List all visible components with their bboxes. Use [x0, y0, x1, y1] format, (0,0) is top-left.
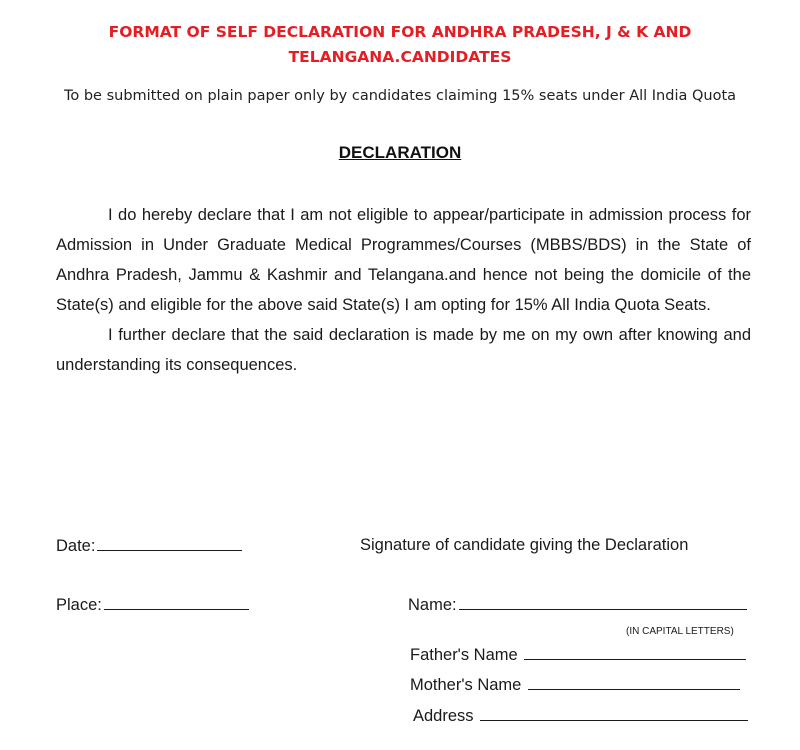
title-line-2: TELANGANA.CANDIDATES: [288, 48, 512, 66]
name-label: Name:: [408, 596, 457, 614]
date-blank[interactable]: [97, 536, 242, 551]
place-blank[interactable]: [104, 595, 249, 610]
place-label: Place:: [56, 596, 102, 614]
father-name-blank[interactable]: [524, 645, 746, 660]
date-label: Date:: [56, 537, 96, 555]
signature-caption: Signature of candidate giving the Declaration: [360, 536, 689, 554]
mother-name-label: Mother's Name: [410, 676, 522, 694]
date-field: [56, 536, 242, 556]
mother-name-field: [410, 675, 740, 695]
address-blank[interactable]: [480, 706, 748, 721]
name-field: [408, 595, 747, 615]
father-name-label: Father's Name: [410, 646, 518, 664]
capital-letters-note: (IN CAPITAL LETTERS): [626, 626, 734, 637]
title-line-1: FORMAT OF SELF DECLARATION FOR ANDHRA PRADESH, J & K AND: [108, 23, 692, 41]
declaration-heading: DECLARATION: [338, 143, 462, 162]
mother-name-blank[interactable]: [528, 675, 740, 690]
declaration-body: [56, 200, 751, 380]
document-subtitle: To be submitted on plain paper only by candidates claiming 15% seats under All India Quota: [63, 88, 737, 104]
address-field: [413, 706, 748, 726]
father-name-field: [410, 645, 746, 665]
declaration-paragraph-2: I further declare that the said declaration is made by me on my own after knowing and understanding its consequences.: [56, 326, 751, 374]
address-label: Address: [413, 707, 474, 725]
declaration-paragraph-1: I do hereby declare that I am not eligible to appear/participate in admission process for Admission in Under Graduate Medical Programmes/Courses (MBBS/BDS) in the State of Andhra Pradesh, Jammu & Kashmir and Telangana.and hence not being the domicile of the State(s) and eligible for the above said State(s) I am opting for 15% All India Quota Seats.: [56, 206, 751, 314]
place-field: [56, 595, 249, 615]
document-title: [0, 20, 800, 70]
name-blank[interactable]: [459, 595, 747, 610]
